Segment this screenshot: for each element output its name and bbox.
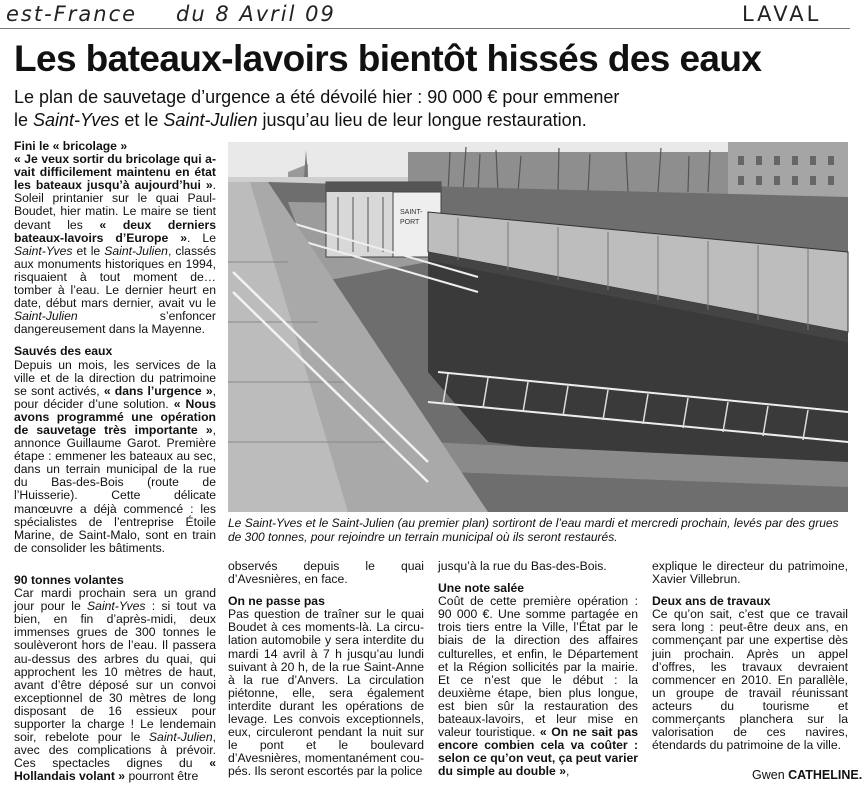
quote: « Hollandais volant » <box>14 756 216 784</box>
quote: « Je veux sortir du bricolage qui avait difficilement maintenu en état les bateaux jusqu’à aujourd’hui » <box>14 152 216 193</box>
text: s’enfoncer dangereusement dans la Mayenne. <box>14 309 216 337</box>
paragraph-tonnes <box>14 587 216 783</box>
photo-caption <box>228 516 848 544</box>
text: , annonce Guillaume Garot. Première étape : emmener les bateaux au sec, dans un terrain municipal de la rue du Bas-des-Bois (route de l’Huisserie). Cette délicate manœuvre a déjà commencé : les spécialistes de l’entreprise Étoile Marine, de Saint-Malo, sont en train de consolider les bâtiments. <box>14 422 216 555</box>
text: Car mardi prochain sera un grand jour pour le <box>14 586 216 614</box>
boat-name: Saint-Yves <box>87 599 146 614</box>
headline: Les bateaux-lavoirs bientôt hissés des eaux <box>14 38 762 79</box>
quote: « Nous avons programmé une opération de sauvetage très importante » <box>14 396 216 437</box>
paragraph-circulation: Pas question de traîner sur le quai Boudet à ces moments-là. La circulation automobile y sera interdite du mardi 14 avril à 7 h jusqu’au lundi suivant à 20 h, de la rue Saint-Anne à la rue d’Anvers. La circulation piétonne, elle, sera également interdite durant les opérations de levage. Les convois exceptionnels, eux, circuleront pendant la nuit sur le pont et le boulevard d’Avesnières, momentanément coupés. Ils seront escortés par la police <box>228 607 424 779</box>
boat-name: Saint-Yves <box>244 516 303 530</box>
author-last-name: CATHELINE. <box>788 768 862 782</box>
photo-boat-sign-1: SAINT- <box>400 209 423 216</box>
lead-text: jusqu’au lieu de leur longue restauration. <box>257 110 587 130</box>
text: pourront être <box>125 769 199 784</box>
text: : si tout va bien, en fin d’après-midi, deux immenses grues de 300 tonnes le soulèveront hors de l’eau. Il passera au-dessus des arbres du quai, qui approchent les 10 mètres de haut, avant d’être déposé sur un convoi exceptionnel de 30 mètres de long disposant de 16 essieux pour supporter la charge ! Le lendemain soir, rebelote pour le <box>14 599 217 745</box>
lead-text: et le <box>119 110 164 130</box>
subheading-une-note-salee: Une note salée <box>438 581 525 596</box>
subheading-deux-ans-de-travaux: Deux ans de travaux <box>652 594 771 609</box>
article-column-left <box>14 140 216 555</box>
text: Depuis un mois, les services de la ville et de la direction du patrimoine se sont activés, <box>14 357 216 398</box>
subheading-fini-le-bricolage: Fini le « bricolage » <box>14 139 128 153</box>
lead-text: le <box>14 110 34 130</box>
continuation-text: explique le directeur du patrimoine, Xavier Villebrun. <box>652 559 848 587</box>
boat-name: Saint-Yves <box>14 243 73 258</box>
text: Le <box>228 516 245 530</box>
boat-name: Saint-Julien <box>148 730 213 745</box>
boat-name: Saint-Julien <box>331 516 395 530</box>
paragraph-travaux: Ce qu’on sait, c’est que ce travail sera long : peut-être deux ans, en commençant par une expertise dès juin prochain. Après un appel d’offres, les travaux devraient commencer en 2010. En parallèle, un groupe de travail réunissant acteurs du tourisme et commerçants planchera sur la valorisation de ces navires, étendards du patrimoine de la ville. <box>652 607 848 753</box>
header-rule <box>0 28 850 29</box>
paragraph-bricolage <box>14 153 216 336</box>
quote: « dans l’urgence » <box>103 383 213 398</box>
lead-boat-name: Saint-Julien <box>163 110 258 130</box>
subheading-sauves-des-eaux: Sauvés des eaux <box>14 344 113 359</box>
article-column-4 <box>652 560 848 752</box>
text: (au premier plan) sortiront de l’eau mardi et mercredi prochain, levés par des grues de 300 tonnes, pour rejoindre un terrain municipal où ils seront restaurés. <box>228 516 839 544</box>
boat-name: Saint-Julien <box>104 243 168 258</box>
text: , avec des complications à prévoir. Ces spectacles dignes du <box>14 730 216 771</box>
text: . Le <box>187 230 216 245</box>
text: Coût de cette première opération : 90 000 €. Une somme partagée en trois tiers entre la Ville, l’État par le biais de la direction des affaires culturelles, et enfin, le Département et la Région sollicités par la mairie. Et ce n’est que le début : la deuxième étape, bien plus longue, est bien sûr la restauration des bateaux-lavoirs, et leur mise en valeur touristique. <box>438 594 638 740</box>
lead-boat-name: Saint-Yves <box>33 110 120 130</box>
author-first-name: Gwen <box>752 768 789 782</box>
text: , classés aux monuments historiques en 1994, risquaient à tout moment de… tomber à l’eau. Le dernier heurt en date, début mars dernier, avait vu le <box>14 243 216 311</box>
handwritten-place: LAVAL <box>742 2 822 26</box>
quote: « On ne sait pas encore combien cela va coûter : selon ce qu’on veut, ça peut varier du simple au double » <box>438 725 638 779</box>
text: , pour décider d’une solution. <box>14 383 216 411</box>
photo-boat-sign-2: PORT <box>400 219 420 226</box>
lead-line-1: Le plan de sauvetage d’urgence a été dévoilé hier : 90 000 € pour emmener <box>14 87 620 107</box>
subheading-on-ne-passe-pas: On ne passe pas <box>228 594 325 609</box>
text: , <box>566 764 570 779</box>
continuation-text: observés depuis le quai d’Avesnières, en face. <box>228 559 424 587</box>
handwritten-source: est-France <box>6 2 138 26</box>
text: et le <box>302 516 332 530</box>
author-signature <box>752 768 862 782</box>
handwritten-date: du 8 Avril 09 <box>176 2 336 26</box>
continuation-text: jusqu’à la rue du Bas-des-Bois. <box>438 559 607 573</box>
text: et le <box>72 243 105 258</box>
article-column-2 <box>228 560 424 779</box>
boat-wash-photo <box>228 142 848 512</box>
article-column-left-bottom <box>14 574 216 784</box>
quote: « deux derniers bateaux-lavoirs d’Europe » <box>14 217 216 245</box>
text: . Soleil printanier sur le quai Paul-Boudet, hier matin. Le maire se tient devant les <box>14 178 216 232</box>
lead-paragraph <box>14 86 634 132</box>
paragraph-cout <box>438 595 638 778</box>
article-column-3 <box>438 560 638 779</box>
paragraph-sauves <box>14 359 216 555</box>
boat-name: Saint-Julien <box>14 309 78 324</box>
subheading-90-tonnes: 90 tonnes volantes <box>14 573 124 587</box>
